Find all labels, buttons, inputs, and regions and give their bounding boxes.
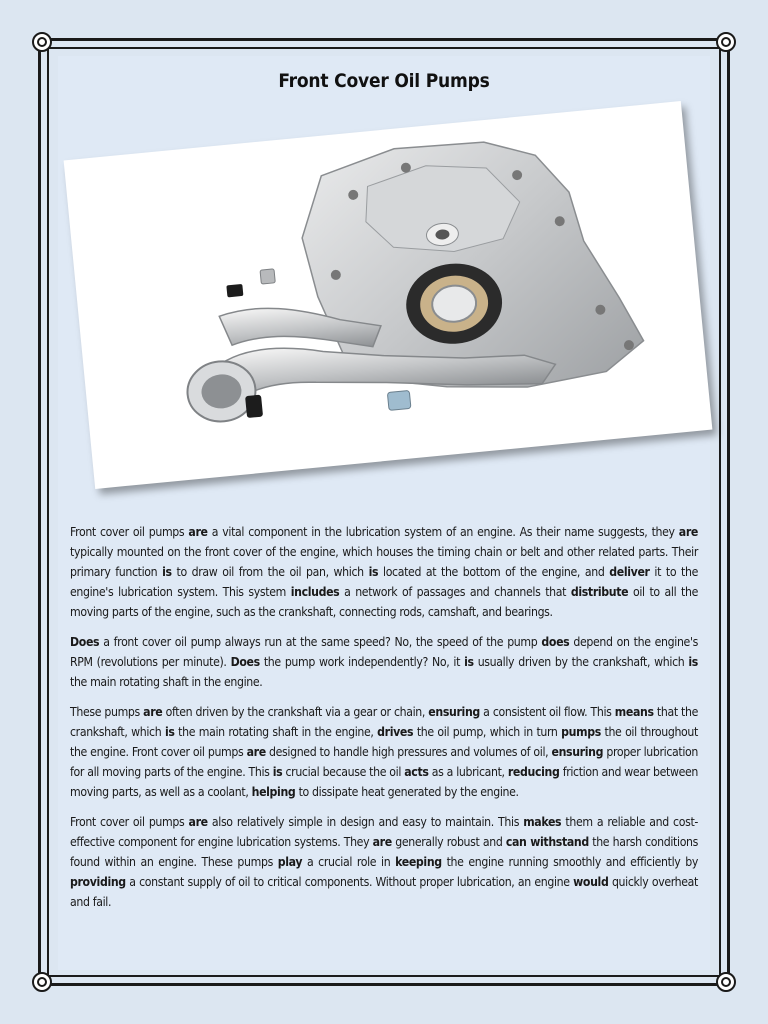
- emphasis-text: ensuring: [428, 705, 480, 719]
- body-text: the pump work independently? No, it: [259, 655, 465, 669]
- body-text: usually driven by the crankshaft, which: [473, 655, 689, 669]
- emphasis-text: is: [272, 765, 283, 779]
- body-text: a front cover oil pump always run at the same speed? No, the speed of the pump: [99, 635, 542, 649]
- emphasis-text: can withstand: [505, 835, 589, 849]
- emphasis-text: providing: [70, 875, 126, 889]
- body-text: generally robust and: [391, 835, 506, 849]
- body-text: the main rotating shaft in the engine.: [70, 675, 263, 689]
- body-text: proper lubrication for all moving parts of the engine. This: [70, 745, 698, 779]
- emphasis-text: drives: [377, 725, 414, 739]
- emphasis-text: does: [541, 635, 570, 649]
- product-photo: [64, 101, 713, 489]
- body-paragraph: [70, 812, 698, 912]
- emphasis-text: are: [678, 525, 698, 539]
- emphasis-text: distribute: [570, 585, 629, 599]
- emphasis-text: play: [277, 855, 303, 869]
- body-text: a crucial role in: [302, 855, 396, 869]
- emphasis-text: are: [372, 835, 392, 849]
- body-text: a vital component in the lubrication system of an engine. As their name suggests, they: [207, 525, 679, 539]
- emphasis-text: deliver: [609, 565, 650, 579]
- corner-ornament-icon: [31, 31, 53, 53]
- body-text: designed to handle high pressures and volumes of oil,: [265, 745, 552, 759]
- emphasis-text: is: [162, 565, 172, 579]
- emphasis-text: is: [164, 725, 175, 739]
- emphasis-text: keeping: [395, 855, 442, 869]
- body-text: located at the bottom of the engine, and: [378, 565, 610, 579]
- body-text: depend on the engine's RPM (revolutions per minute).: [70, 635, 698, 669]
- body-text: the main rotating shaft in the engine,: [174, 725, 378, 739]
- body-text: Front cover oil pumps: [70, 815, 189, 829]
- emphasis-text: acts: [404, 765, 429, 779]
- article-body: [70, 522, 698, 922]
- emphasis-text: are: [188, 525, 208, 539]
- emphasis-text: reducing: [507, 765, 560, 779]
- emphasis-text: Does: [230, 655, 260, 669]
- emphasis-text: is: [464, 655, 474, 669]
- emphasis-text: are: [143, 705, 163, 719]
- body-text: the harsh conditions found within an engine. These pumps: [70, 835, 699, 869]
- body-paragraph: [70, 522, 698, 622]
- body-text: them a reliable and cost-effective component for engine lubrication systems. They: [70, 815, 698, 849]
- corner-ornament-icon: [715, 31, 737, 53]
- body-text: the oil pump, which in turn: [413, 725, 562, 739]
- body-text: also relatively simple in design and easy to maintain. This: [207, 815, 524, 829]
- body-text: often driven by the crankshaft via a gear or chain,: [162, 705, 429, 719]
- body-text: it to the engine's lubrication system. This system: [70, 565, 698, 599]
- body-text: the engine running smoothly and efficiently by: [441, 855, 698, 869]
- body-text: as a lubricant,: [428, 765, 508, 779]
- emphasis-text: includes: [290, 585, 340, 599]
- body-paragraph: [70, 702, 698, 802]
- body-text: quickly overheat and fail.: [70, 875, 698, 909]
- body-text: a network of passages and channels that: [339, 585, 571, 599]
- body-text: typically mounted on the front cover of the engine, which houses the timing chain or belt and other related parts. Their primary function: [70, 545, 698, 579]
- emphasis-text: pumps: [561, 725, 601, 739]
- corner-ornament-icon: [31, 971, 53, 993]
- corner-ornament-icon: [715, 971, 737, 993]
- body-text: a constant supply of oil to critical components. Without proper lubrication, an engine: [125, 875, 574, 889]
- oil-pump-illustration: [64, 101, 713, 489]
- emphasis-text: Does: [70, 635, 100, 649]
- emphasis-text: are: [188, 815, 208, 829]
- emphasis-text: are: [246, 745, 266, 759]
- body-text: Front cover oil pumps: [70, 525, 189, 539]
- page-title: Front Cover Oil Pumps: [278, 70, 490, 92]
- body-text: the oil throughout the engine. Front cover oil pumps: [70, 725, 698, 759]
- body-text: oil to all the moving parts of the engine, such as the crankshaft, connecting rods, camshaft, and bearings.: [70, 585, 698, 619]
- body-text: to draw oil from the oil pan, which: [171, 565, 369, 579]
- emphasis-text: is: [368, 565, 379, 579]
- body-text: a consistent oil flow. This: [479, 705, 615, 719]
- body-text: friction and wear between moving parts, as well as a coolant,: [70, 765, 698, 799]
- body-text: crucial because the oil: [282, 765, 405, 779]
- emphasis-text: ensuring: [551, 745, 604, 759]
- emphasis-text: makes: [523, 815, 562, 829]
- emphasis-text: means: [614, 705, 654, 719]
- body-paragraph: [70, 632, 698, 692]
- emphasis-text: is: [688, 655, 698, 669]
- body-text: to dissipate heat generated by the engine.: [295, 785, 519, 799]
- emphasis-text: helping: [251, 785, 296, 799]
- emphasis-text: would: [573, 875, 609, 889]
- body-text: that the crankshaft, which: [70, 705, 699, 739]
- body-text: These pumps: [70, 705, 144, 719]
